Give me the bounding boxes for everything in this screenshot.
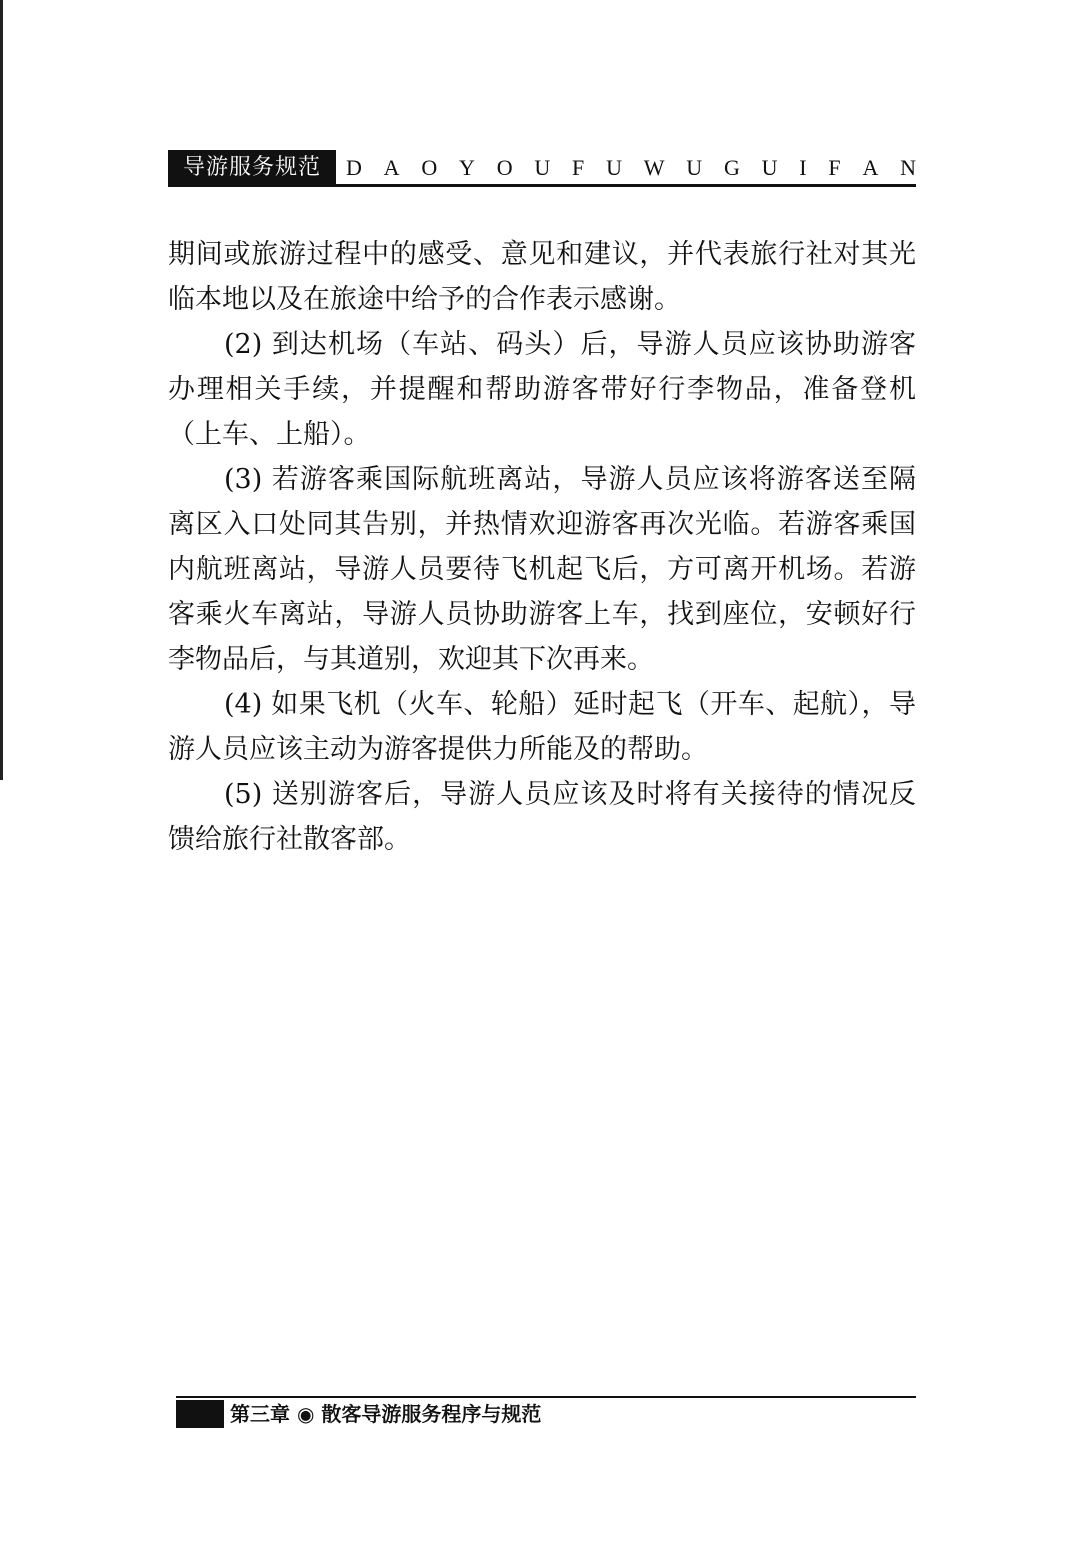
chapter-footer: 第三章 ◉ 散客导游服务程序与规范	[230, 1402, 542, 1426]
paragraph-item-4: (4) 如果飞机（火车、轮船）延时起飞（开车、起航），导游人员应该主动为游客提供力所能及的帮助。	[168, 689, 916, 765]
pinyin-letter: F	[572, 155, 585, 180]
pinyin-letter: O	[496, 155, 513, 180]
header-rule	[168, 184, 916, 187]
pinyin-letter: N	[900, 155, 916, 180]
book-title-pinyin	[346, 150, 916, 186]
paragraph-item-2: (2) 到达机场（车站、码头）后，导游人员应该协助游客办理相关手续，并提醒和帮助游客带好行李物品，准备登机（上车、上船）。	[168, 329, 916, 450]
body-text	[168, 232, 916, 862]
pinyin-letter: U	[606, 155, 622, 180]
paragraph-item-3: (3) 若游客乘国际航班离站，导游人员应该将游客送至隔离区入口处同其告别，并热情欢迎游客再次光临。若游客乘国内航班离站，导游人员要待飞机起飞后，方可离开机场。若游客乘火车离站，导游人员协助游客上车，找到座位，安顿好行李物品后，与其道别，欢迎其下次再来。	[168, 464, 916, 675]
pinyin-letter: U	[686, 155, 703, 180]
scan-edge-line	[0, 0, 3, 780]
pinyin-letter: Y	[459, 155, 475, 180]
pinyin-letter: A	[862, 155, 879, 180]
paragraph-item-5: (5) 送别游客后，导游人员应该及时将有关接待的情况反馈给旅行社散客部。	[168, 779, 916, 855]
pinyin-letter: G	[723, 155, 740, 180]
pinyin-letter: D	[346, 155, 362, 180]
pinyin-letter: F	[828, 155, 841, 180]
pinyin-letter: A	[383, 155, 400, 180]
book-title-label: 导游服务规范	[168, 150, 336, 186]
pinyin-letter: O	[421, 155, 438, 180]
paragraph-continuation: 期间或旅游过程中的感受、意见和建议，并代表旅行社对其光临本地以及在旅途中给予的合作表示感谢。	[168, 239, 916, 315]
footer-rule	[176, 1396, 916, 1398]
pinyin-letter: I	[799, 155, 807, 180]
pinyin-letter: W	[643, 155, 665, 180]
pinyin-letter: U	[761, 155, 778, 180]
page-number-block	[176, 1400, 224, 1428]
pinyin-letter: U	[534, 155, 551, 180]
running-header	[168, 150, 916, 186]
